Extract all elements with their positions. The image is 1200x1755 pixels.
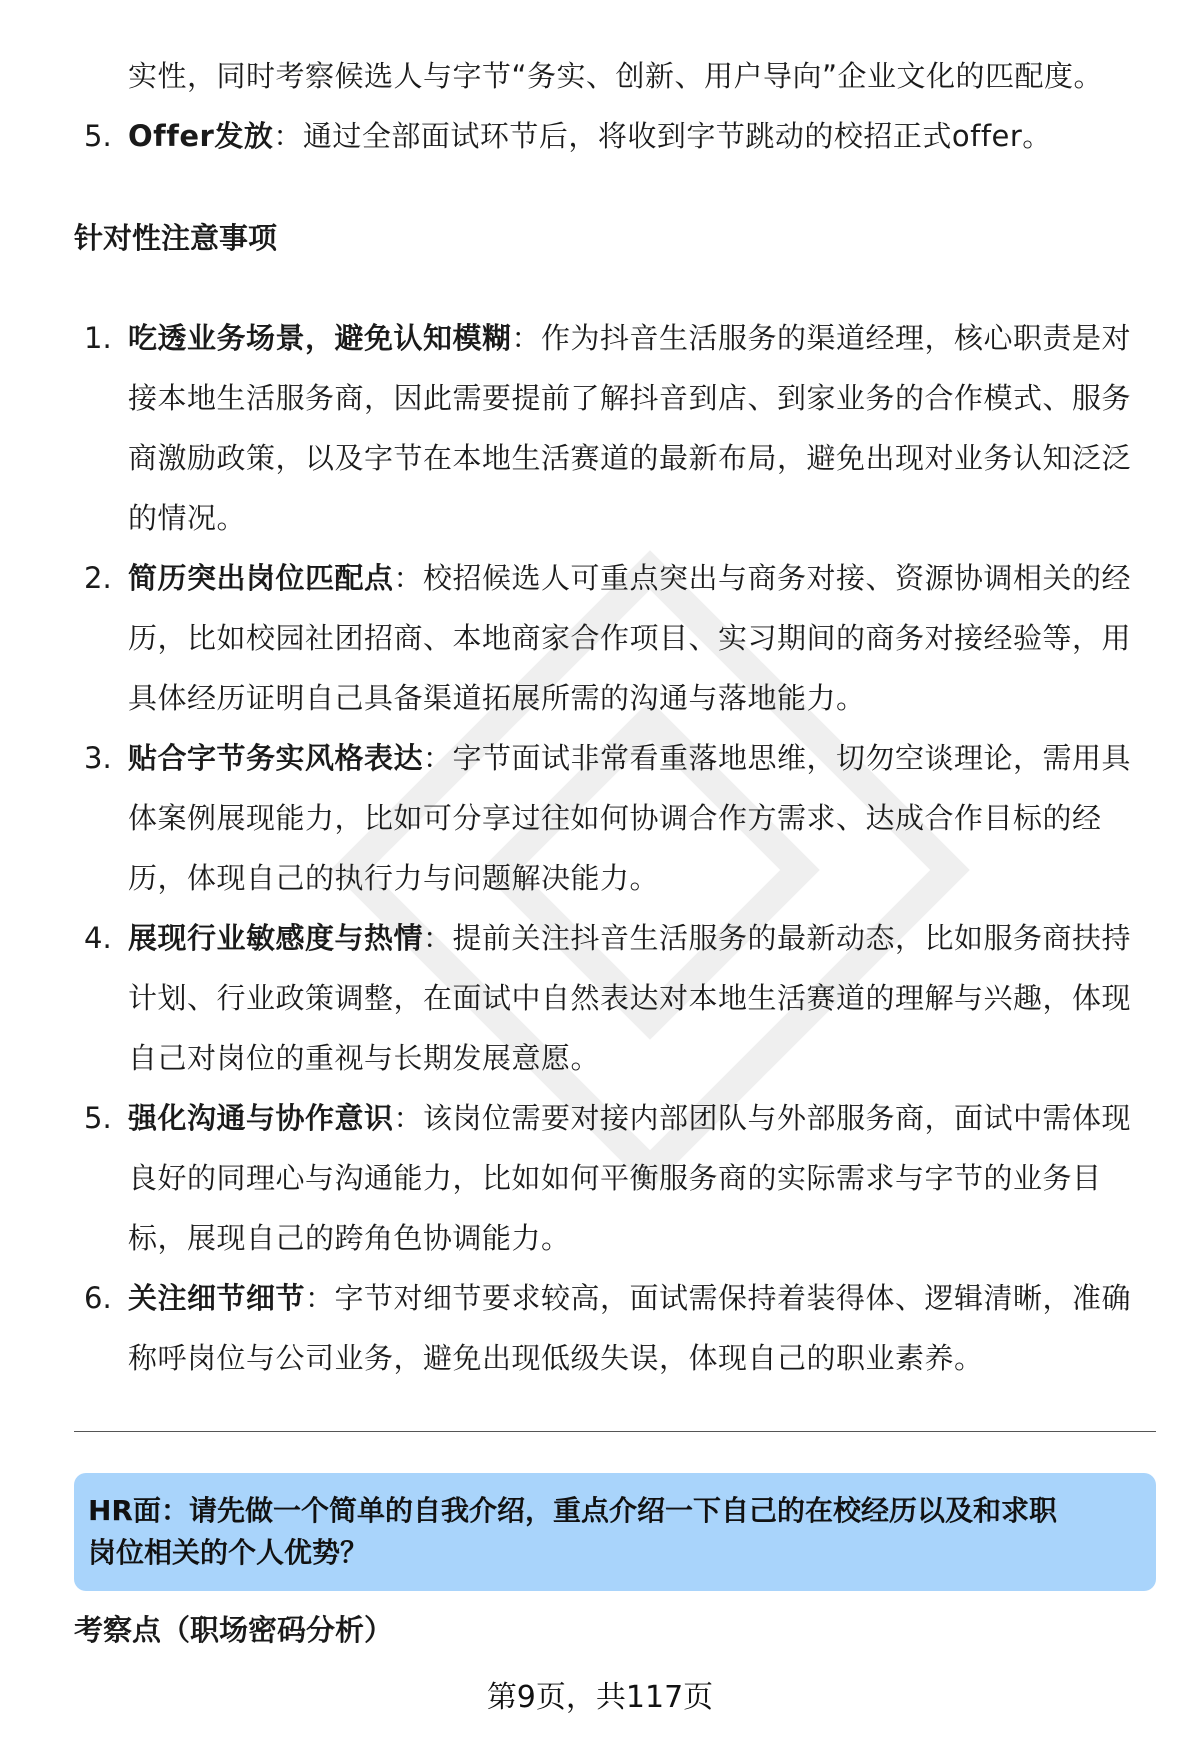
offer-item (128, 116, 1052, 156)
offer-item-number: 5. (84, 119, 112, 153)
tip-3-line-2: 体案例展现能力，比如可分享过往如何协调合作方需求、达成合作目标的经 (128, 801, 1102, 835)
tip-number: 6. (84, 1281, 112, 1315)
tip-5-line-2: 良好的同理心与沟通能力，比如如何平衡服务商的实际需求与字节的业务目 (128, 1161, 1102, 1195)
page-footer: 第9页，共117页 (486, 1680, 714, 1715)
hr-question-line-1: HR面：请先做一个简单的自我介绍，重点介绍一下自己的在校经历以及和求职 (88, 1494, 1057, 1527)
tip-number: 1. (84, 321, 112, 355)
tip-4-line-2: 计划、行业政策调整，在面试中自然表达对本地生活赛道的理解与兴趣，体现 (128, 981, 1132, 1015)
analysis-heading: 考察点（职场密码分析） (74, 1613, 394, 1647)
tip-1-line-2: 接本地生活服务商，因此需要提前了解抖音到店、到家业务的合作模式、服务 (128, 381, 1132, 415)
tip-6-line-2: 称呼岗位与公司业务，避免出现低级失误，体现自己的职业素养。 (128, 1341, 984, 1375)
tip-title: 关注细节细节 (128, 1281, 306, 1315)
tip-title: 吃透业务场景，避免认知模糊 (128, 321, 512, 355)
tip-1-line-3: 商激励政策，以及字节在本地生活赛道的最新布局，避免出现对业务认知泛泛 (128, 441, 1132, 475)
tip-2-line-2: 历，比如校园社团招商、本地商家合作项目、实习期间的商务对接经验等，用 (128, 621, 1132, 655)
offer-item-text: ：通过全部面试环节后，将收到字节跳动的校招正式offer。 (273, 119, 1052, 153)
tip-text: ：该岗位需要对接内部团队与外部服务商，面试中需体现 (393, 1101, 1132, 1135)
tip-title: 简历突出岗位匹配点 (128, 561, 394, 595)
intro-line: 实性，同时考察候选人与字节“务实、创新、用户导向”企业文化的匹配度。 (128, 59, 1104, 93)
tip-text: ：校招候选人可重点突出与商务对接、资源协调相关的经 (393, 561, 1132, 595)
section-divider (74, 1431, 1156, 1432)
hr-question-line-2: 岗位相关的个人优势？ (88, 1536, 369, 1569)
tip-6-line-1 (128, 1278, 1131, 1318)
hr-question-box (74, 1473, 1156, 1591)
tip-4-line-3: 自己对岗位的重视与长期发展意愿。 (128, 1041, 601, 1075)
tip-1-line-1 (128, 318, 1131, 358)
tip-5-line-1 (128, 1098, 1131, 1138)
tip-number: 3. (84, 741, 112, 775)
tip-text: ：作为抖音生活服务的渠道经理，核心职责是对 (511, 321, 1132, 355)
offer-item-title: Offer发放 (128, 119, 274, 153)
tip-text: ：字节面试非常看重落地思维，切勿空谈理论，需用具 (423, 741, 1132, 775)
tip-4-line-1 (128, 918, 1131, 958)
tip-number: 2. (84, 561, 112, 595)
tip-title: 强化沟通与协作意识 (128, 1101, 394, 1135)
tip-2-line-1 (128, 558, 1131, 598)
tip-2-line-3: 具体经历证明自己具备渠道拓展所需的沟通与落地能力。 (128, 681, 866, 715)
tip-text: ：字节对细节要求较高，面试需保持着装得体、逻辑清晰，准确 (305, 1281, 1132, 1315)
tip-number: 5. (84, 1101, 112, 1135)
tip-3-line-3: 历，体现自己的执行力与问题解决能力。 (128, 861, 660, 895)
tip-5-line-3: 标，展现自己的跨角色协调能力。 (128, 1221, 571, 1255)
tip-text: ：提前关注抖音生活服务的最新动态，比如服务商扶持 (423, 921, 1132, 955)
tip-3-line-1 (128, 738, 1131, 778)
tip-1-line-4: 的情况。 (128, 501, 247, 535)
tip-title: 展现行业敏感度与热情 (128, 921, 424, 955)
tip-title: 贴合字节务实风格表达 (128, 741, 424, 775)
tip-number: 4. (84, 921, 112, 955)
section-heading: 针对性注意事项 (74, 221, 278, 255)
